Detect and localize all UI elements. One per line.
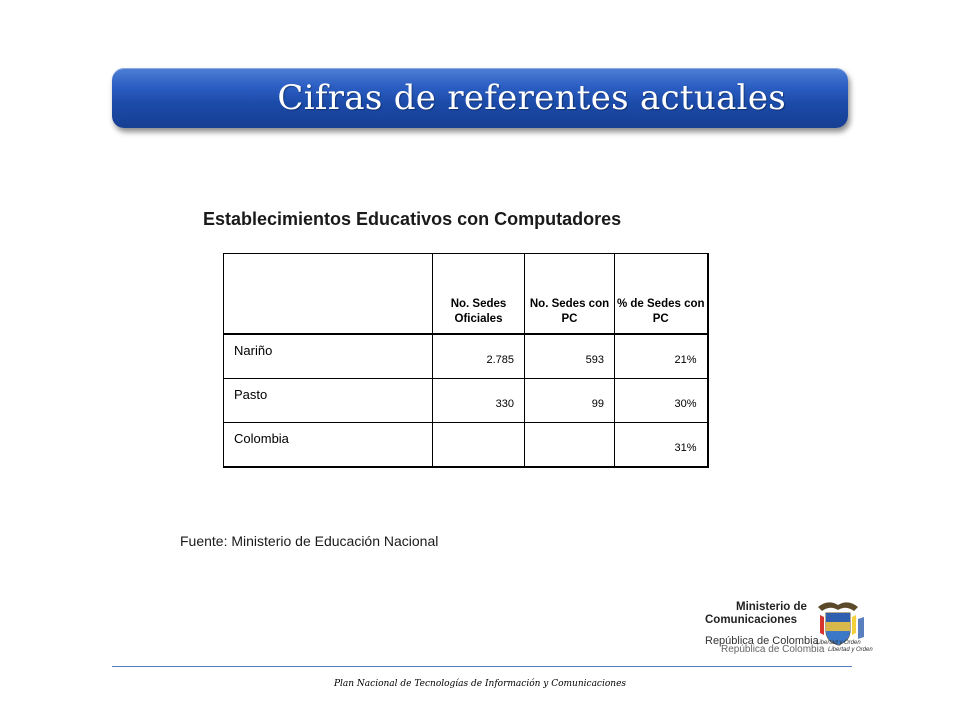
cell-sedes-con-pc: 593 xyxy=(525,334,615,379)
logo-line-comunicaciones: Comunicaciones xyxy=(705,614,798,626)
logo-line-ministerio: Ministerio de xyxy=(736,601,807,613)
row-label: Pasto xyxy=(224,379,433,423)
ministry-logo xyxy=(703,597,871,659)
logo-line-republica-shadow: República de Colombia xyxy=(721,644,825,655)
table-header-row xyxy=(224,254,708,335)
column-header xyxy=(224,254,433,335)
column-header-sedes-oficiales: No. Sedes Oficiales xyxy=(433,254,525,335)
column-header-sedes-con-pc: No. Sedes con PC xyxy=(525,254,615,335)
column-header-pct: % de Sedes con PC xyxy=(615,254,708,335)
title-banner xyxy=(112,68,848,128)
table-row xyxy=(224,379,708,423)
footer-divider xyxy=(112,666,852,667)
logo-line-republica: República de Colombia xyxy=(705,635,819,647)
row-label: Colombia xyxy=(224,423,433,468)
cell-sedes-con-pc xyxy=(525,423,615,468)
cell-sedes-oficiales: 330 xyxy=(433,379,525,423)
cell-pct: 31% xyxy=(615,423,708,468)
cell-pct: 30% xyxy=(615,379,708,423)
data-table xyxy=(223,253,709,468)
logo-motto: Libertad y Orden xyxy=(816,640,861,646)
page-title: Cifras de referentes actuales xyxy=(277,78,786,118)
table-row xyxy=(224,334,708,379)
row-label: Nariño xyxy=(224,334,433,379)
table-row xyxy=(224,423,708,468)
cell-sedes-oficiales: 2.785 xyxy=(433,334,525,379)
cell-sedes-con-pc: 99 xyxy=(525,379,615,423)
logo-motto-shadow: Libertad y Orden xyxy=(828,647,873,653)
table-title: Establecimientos Educativos con Computadores xyxy=(203,209,622,229)
source-note: Fuente: Ministerio de Educación Nacional xyxy=(180,533,439,549)
footer-text: Plan Nacional de Tecnologías de Información y Comunicaciones xyxy=(333,679,627,689)
cell-sedes-oficiales xyxy=(433,423,525,468)
cell-pct: 21% xyxy=(615,334,708,379)
